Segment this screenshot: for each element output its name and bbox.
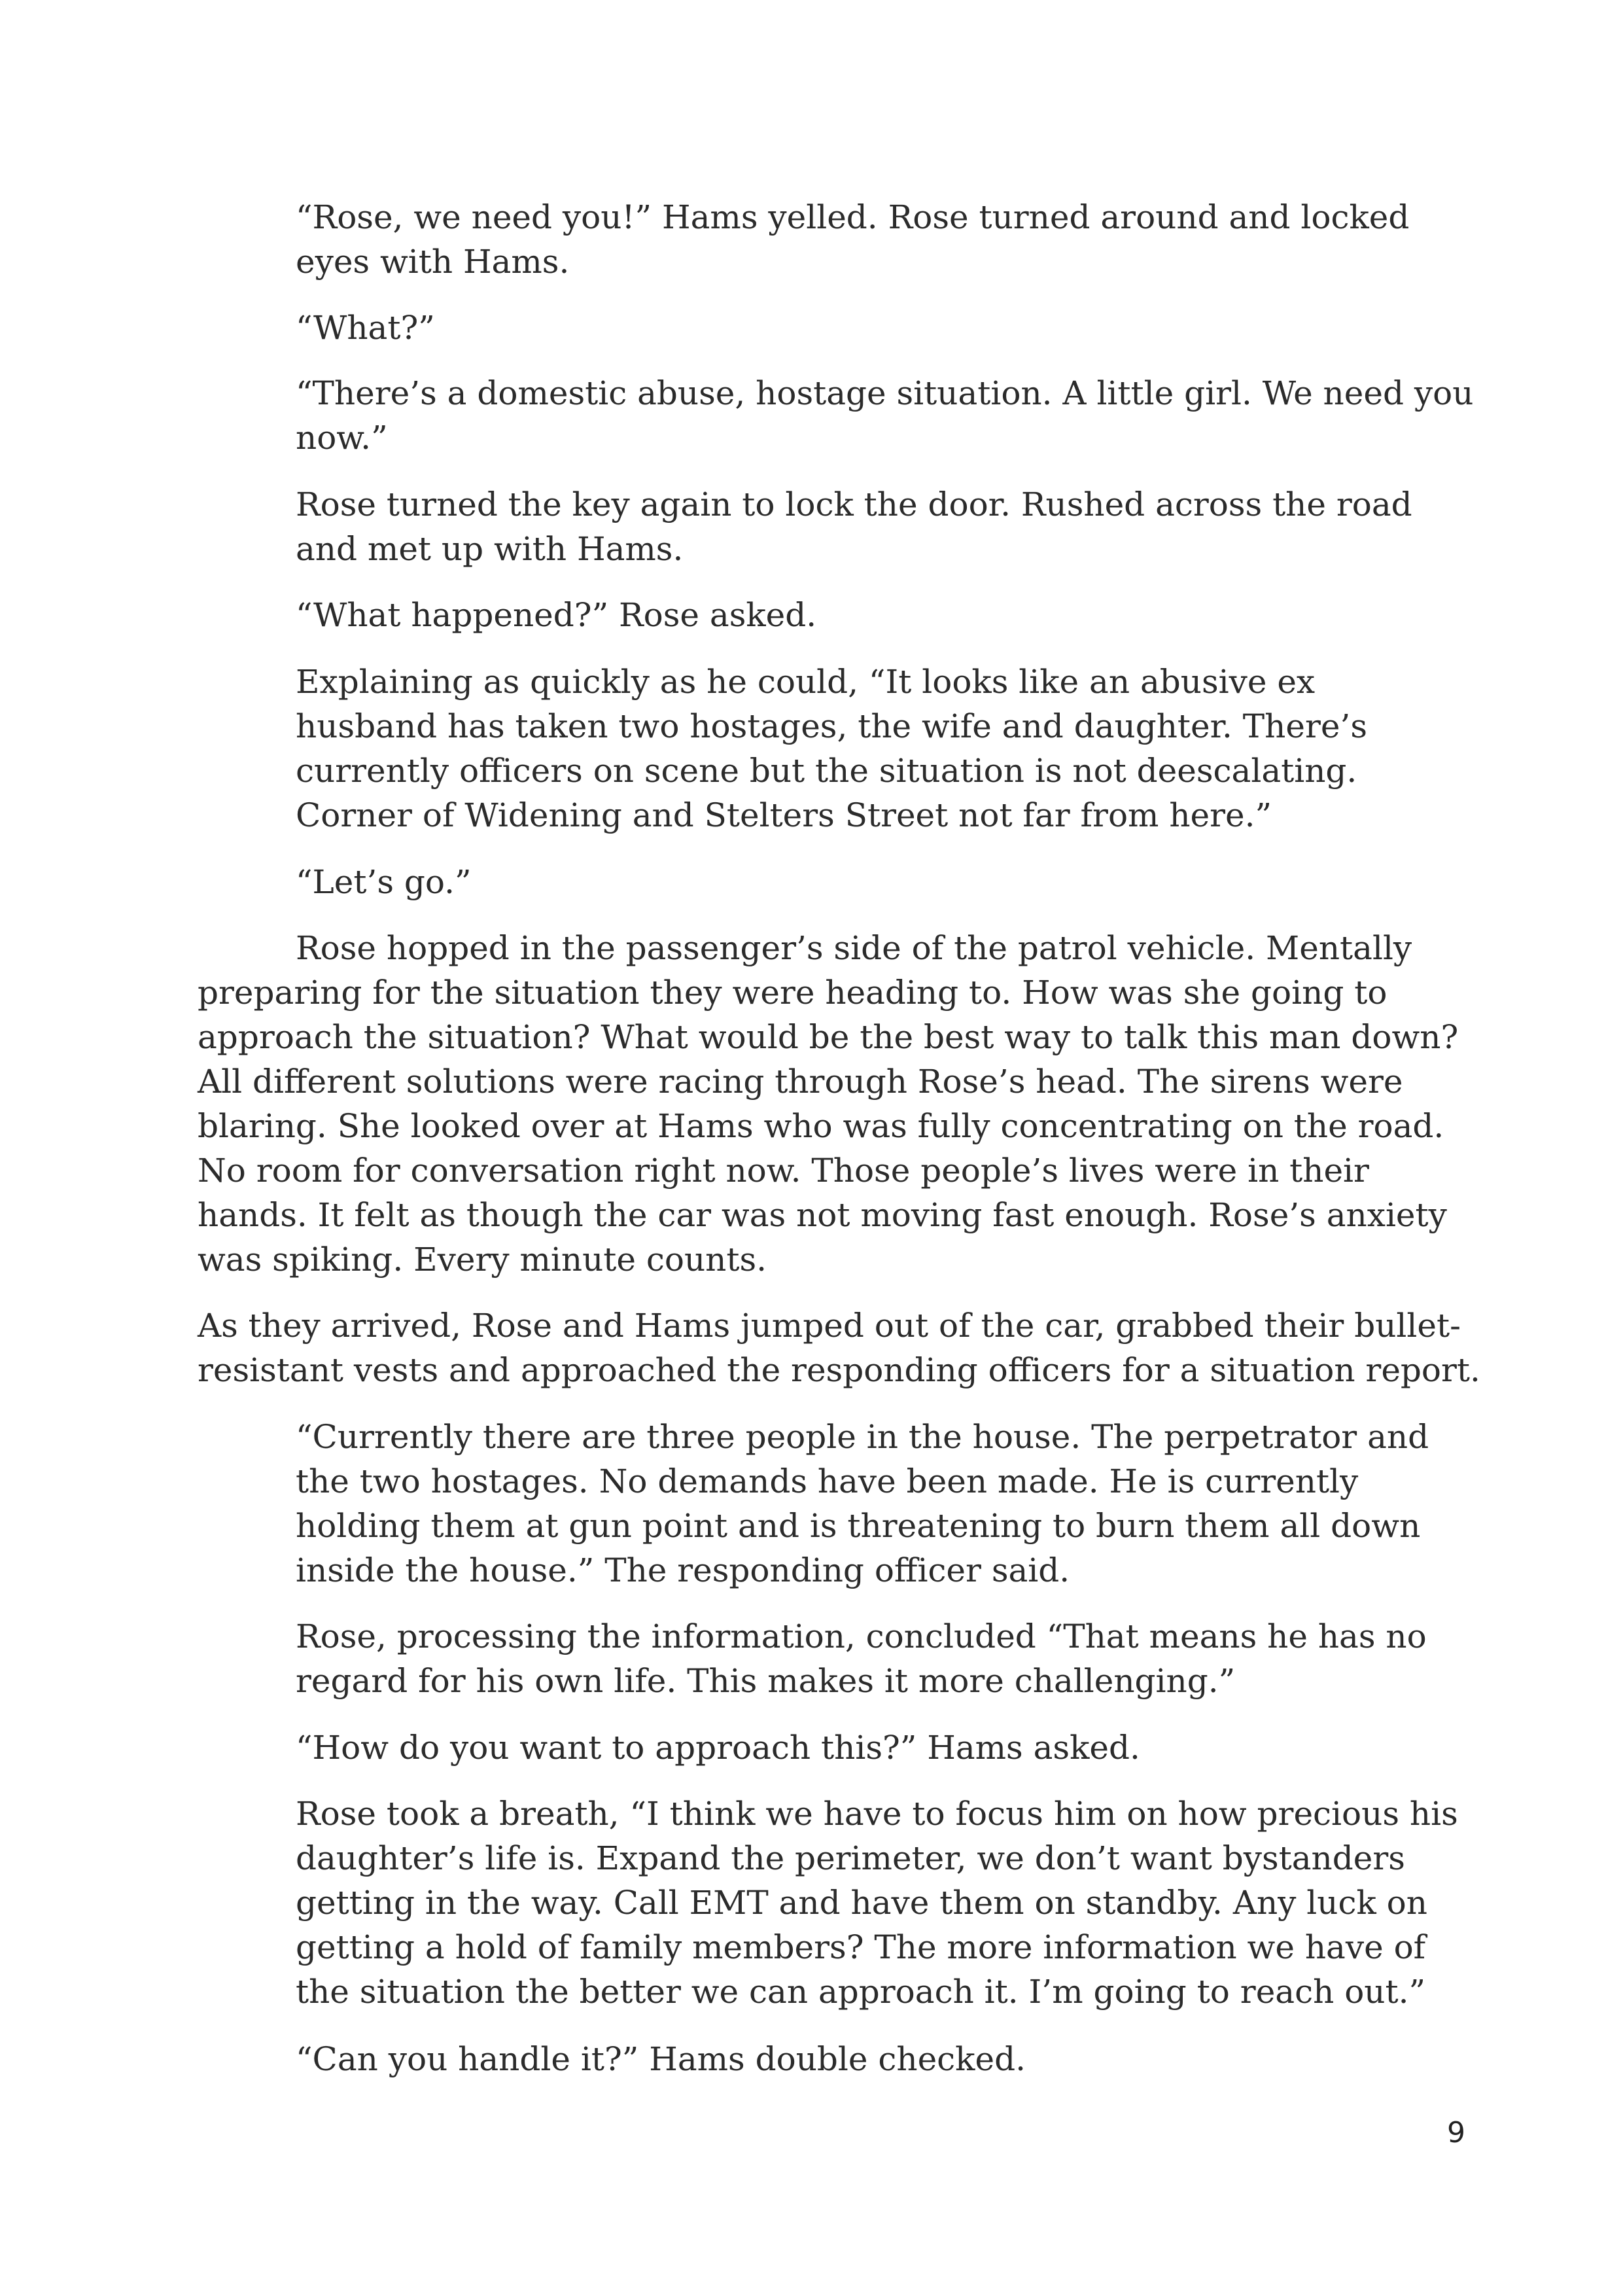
paragraph (296, 660, 1473, 838)
text-line: “How do you want to approach this?” Hams asked. (296, 1729, 1140, 1767)
text-line: Rose, processing the information, concluded “That means he has no (296, 1617, 1427, 1655)
text-line: inside the house.” The responding officer said. (296, 1551, 1070, 1589)
text-line: holding them at gun point and is threatening to burn them all down (296, 1507, 1421, 1545)
text-line: Rose hopped in the passenger’s side of the patrol vehicle. Mentally (296, 929, 1412, 967)
text-line: was spiking. Every minute counts. (198, 1241, 767, 1279)
paragraph (296, 593, 1473, 637)
text-line: “Rose, we need you!” Hams yelled. Rose turned around and locked (296, 198, 1410, 236)
text-line: Explaining as quickly as he could, “It looks like an abusive ex (296, 663, 1316, 701)
text-line: “What?” (296, 309, 435, 347)
text-line: hands. It felt as though the car was not moving fast enough. Rose’s anxiety (198, 1196, 1447, 1234)
text-line: getting a hold of family members? The more information we have of (296, 1928, 1426, 1966)
text-line: preparing for the situation they were heading to. How was she going to (198, 974, 1387, 1012)
paragraph (296, 1792, 1473, 2014)
text-line: Rose turned the key again to lock the door. Rushed across the road (296, 486, 1412, 523)
paragraph (198, 1303, 1480, 1392)
text-line: As they arrived, Rose and Hams jumped out of the car, grabbed their bullet- (198, 1307, 1461, 1345)
paragraph (296, 371, 1473, 460)
text-line: currently officers on scene but the situation is not deescalating. (296, 752, 1357, 790)
text-line: “Can you handle it?” Hams double checked. (296, 2040, 1026, 2078)
text-line: All different solutions were racing through Rose’s head. The sirens were (198, 1063, 1403, 1101)
text-line: “Currently there are three people in the house. The perpetrator and (296, 1418, 1429, 1456)
paragraph (296, 306, 1473, 350)
paragraph (198, 926, 1459, 1282)
paragraph (296, 195, 1473, 284)
text-line: daughter’s life is. Expand the perimeter, we don’t want bystanders (296, 1839, 1405, 1877)
text-line: approach the situation? What would be the best way to talk this man down? (198, 1018, 1459, 1056)
text-line: Rose took a breath, “I think we have to focus him on how precious his (296, 1795, 1458, 1833)
paragraph (296, 860, 1473, 904)
text-line: eyes with Hams. (296, 243, 570, 281)
text-line: Corner of Widening and Stelters Street not far from here.” (296, 796, 1272, 834)
text-line: now.” (296, 419, 388, 457)
text-line: and met up with Hams. (296, 530, 684, 568)
paragraph (296, 2037, 1473, 2081)
text-line: husband has taken two hostages, the wife and daughter. There’s (296, 707, 1367, 745)
text-line: the two hostages. No demands have been made. He is currently (296, 1462, 1359, 1500)
paragraph (296, 482, 1473, 571)
paragraph (296, 1415, 1473, 1593)
text-line: No room for conversation right now. Those people’s lives were in their (198, 1152, 1369, 1190)
paragraph (296, 1725, 1473, 1770)
text-line: getting in the way. Call EMT and have them on standby. Any luck on (296, 1884, 1427, 1922)
text-line: “Let’s go.” (296, 863, 472, 901)
text-line: resistant vests and approached the responding officers for a situation report. (198, 1351, 1480, 1389)
text-line: regard for his own life. This makes it more challenging.” (296, 1662, 1236, 1700)
text-line: “There’s a domestic abuse, hostage situation. A little girl. We need you (296, 374, 1474, 412)
paragraph (296, 1614, 1473, 1703)
text-line: blaring. She looked over at Hams who was fully concentrating on the road. (198, 1107, 1444, 1145)
text-line: the situation the better we can approach it. I’m going to reach out.” (296, 1973, 1426, 2011)
text-line: “What happened?” Rose asked. (296, 596, 817, 634)
page-number: 9 (1447, 2116, 1465, 2149)
